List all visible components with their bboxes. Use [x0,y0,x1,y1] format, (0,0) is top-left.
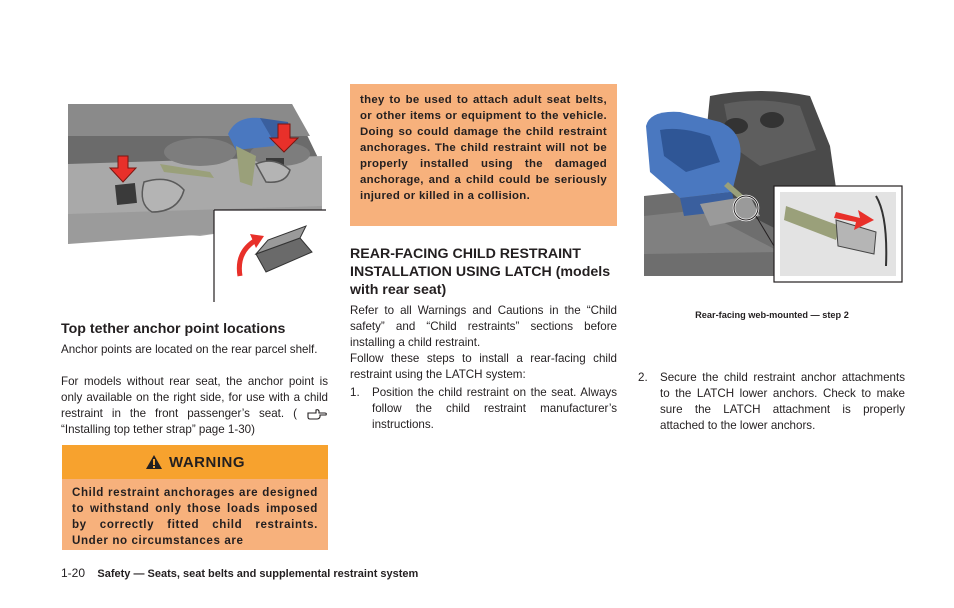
top-tether-heading: Top tether anchor point locations [61,321,286,337]
step-2 [638,370,905,434]
follow-steps-paragraph: Follow these steps to install a rear-facing child restraint using the LATCH system: [350,352,617,381]
caution-continued-box [350,84,617,226]
pointing-hand-icon [306,407,328,421]
rear-facing-latch-heading: REAR-FACING CHILD RESTRAINT INSTALLATION USING LATCH (models with rear seat) [350,246,611,298]
warning-text: Child restraint anchorages are designed to withstand only those loads imposed by correctly fitted child restraints. Under no circumstances are [72,486,318,547]
caution-continued-text: they to be used to attach adult seat belts, or other items or equipment to the vehicle. Doing so could damage the child restraint anchorages. The child restraint will not be properly installed using the damaged anchorage, and a child could be seriously injured or killed in a collision. [360,94,607,202]
warning-header [62,445,328,479]
section-title: Safety — Seats, seat belts and supplemental restraint system [97,568,419,580]
step-2-text: Secure the child restraint anchor attachments to the LATCH lower anchors. Check to make sure the LATCH attachment is properly attached to the lower anchors. [660,371,905,432]
no-rear-seat-text: For models without rear seat, the anchor point is only available on the right side, for use with a child restraint in the front passenger’s seat. [61,375,328,420]
refer-warnings-paragraph: Refer to all Warnings and Cautions in the “Child safety” and “Child restraints” sections before installing a child restraint. [350,304,617,349]
tether-anchor-illustration [60,86,328,304]
installing-tether-reference[interactable]: “Installing top tether strap” page 1-30) [61,423,255,436]
rear-facing-caption: Rear-facing web-mounted — step 2 [695,310,849,320]
warning-title: WARNING [169,453,245,471]
step-1-number: 1. [350,386,360,399]
warning-triangle-icon [145,454,163,470]
warning-body [62,479,328,550]
rear-facing-seat-illustration [640,86,904,286]
parcel-shelf-paragraph: Anchor points are located on the rear parcel shelf. [61,343,318,356]
page-number: 1-20 [61,566,86,580]
step-1 [350,385,617,433]
no-rear-seat-paragraph [61,374,328,438]
reference-open-paren: ( [293,407,297,420]
warning-box [62,445,328,550]
page-footer [61,566,661,581]
step-1-text: Position the child restraint on the seat. Always follow the child restraint manufacturer’s instructions. [372,386,617,431]
step-2-number: 2. [638,371,648,384]
